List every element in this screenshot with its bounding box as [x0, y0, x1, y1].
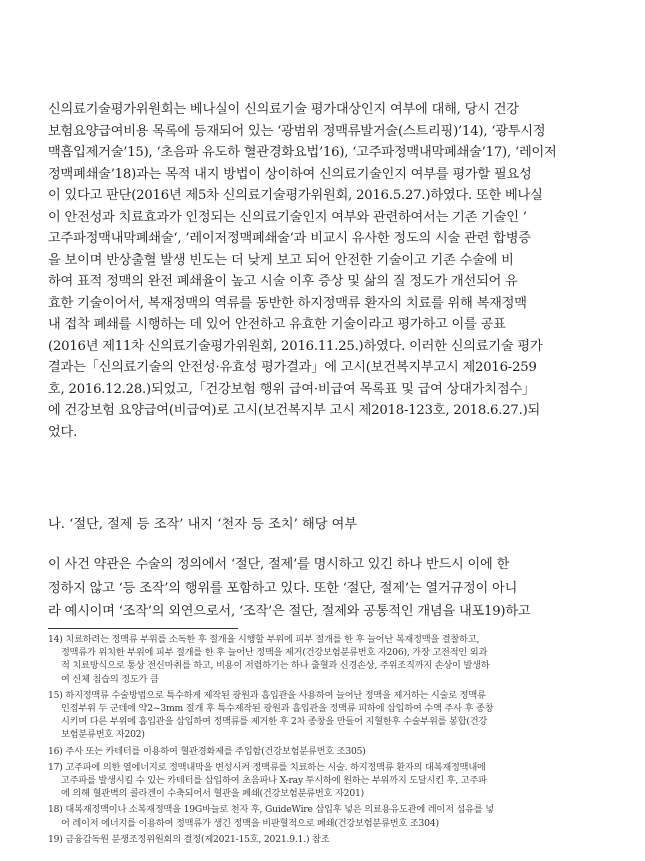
- footnote-line: 15) 하지정맥류 수술방법으로 특수하게 제작된 광원과 흡입관을 사용하여 늘어난 정맥을 제거하는 시술로 정맥류: [48, 689, 486, 701]
- footnote-line: 19) 금융감독원 분쟁조정위원회의 결정(제2021-15호, 2021.9.1.) 참조: [48, 833, 330, 845]
- footnote-line: 보험분류번호 자202): [61, 729, 145, 741]
- text-line: 맥흡입제거술’15), ‘초음파 유도하 혈관경화요법’16), ‘고주파정맥내막폐쇄술’17), ‘레이저: [48, 145, 557, 160]
- text-line: 고주파정맥내막폐쇄술‘, ’레이저정맥폐쇄술‘과 비교시 유사한 정도의 시술 관련 합병증: [48, 231, 531, 246]
- body-paragraph-2: [48, 553, 596, 624]
- footnote-line: 정맥류가 위치한 부위에 피부 절개를 한 후 늘어난 정맥을 제거(건강보험분류번호 자206), 가장 고전적인 외과: [61, 647, 488, 659]
- text-line: 이 안전성과 치료효과가 인정되는 신의료기술인지 여부와 관련하여서는 기존 기술인 ’: [48, 209, 527, 225]
- text-line: (2016년 제11차 신의료기술평가위원회, 2016.11.25.)하였다. 이러한 신의료기술 평가: [48, 338, 543, 354]
- body-paragraph-1: [48, 99, 596, 443]
- footnote-line: 적 치료방식으로 통상 전신마취를 하고, 비용이 저렴하기는 하나 출혈과 신경손상, 주위조직까지 손상이 발생하: [61, 660, 490, 672]
- text-line: 정하지 않고 ‘등 조작’의 행위를 포함하고 있다. 또한 ‘절단, 절제’는 열거규정이 아니: [48, 580, 518, 596]
- footnote-17: [48, 761, 600, 801]
- footnote-16: [48, 745, 600, 758]
- footnote-18: [48, 803, 600, 829]
- footnotes: [48, 633, 600, 849]
- text-line: 효한 기술이어서, 복재정맥의 역류를 동반한 하지정맥류 환자의 치료를 위해 복재정맥: [48, 295, 527, 311]
- footnote-14: [48, 633, 600, 686]
- text-line: 보험요양급여비용 목록에 등재되어 있는 ‘광범위 정맥류발거술(스트리핑)’14), ‘광투시정: [48, 123, 546, 139]
- text-line: 었다.: [48, 424, 78, 440]
- footnote-19: [48, 833, 600, 846]
- text-line: 에 건강보험 요양급여(비급여)로 고시(보건복지부 고시 제2018-123호, 2018.6.27.)되: [48, 403, 541, 418]
- footnote-line: 18) 대복재정맥이나 소복재정맥을 19G바늘로 천자 후, GuideWire 삽입후 넣은 의료용유도관에 레이저 섬유를 넣: [48, 804, 494, 816]
- footnote-15: [48, 689, 600, 742]
- footnote-line: 여 신체 침습의 정도가 큼: [61, 673, 159, 685]
- footnote-line: 16) 주사 또는 카테터를 이용하여 혈관경화제를 주입함(건강보험분류번호 조305): [48, 745, 366, 757]
- text-line: 내 접착 폐쇄를 시행하는 데 있어 안전하고 유효한 기술이라고 평가하고 이를 공표: [48, 317, 506, 332]
- footnote-divider: [48, 628, 238, 629]
- footnote-line: 인접부위 두 군데에 약2~3mm 절개 후 특수제작된 광원과 흡입관을 정맥류 피하에 삽입하여 수액 주사 후 종창: [61, 703, 494, 715]
- text-line: 호, 2016.12.28.)되었고,「건강보험 행위 급여·비급여 목록표 및 급여 상대가치점수」: [48, 381, 535, 397]
- text-line: 이 사건 약관은 수술의 정의에서 ‘절단, 절제’를 명시하고 있긴 하나 반드시 이에 한: [48, 557, 510, 572]
- text-line: 라 예시이며 ‘조작’의 외연으로서, ‘조작’은 절단, 절제와 공통적인 개념을 내포19)하고: [48, 604, 531, 619]
- footnote-line: 어 레이저 에너지를 이용하여 정맥류가 생긴 정맥을 비판혈적으로 폐쇄(건강보험분류번호 조304): [61, 817, 439, 829]
- footnote-line: 에 의해 혈관벽의 콜라겐이 수축되어서 혈관을 폐쇄(건강보험분류번호 자201): [61, 788, 365, 800]
- text-line: 하여 표적 정맥의 완전 폐쇄율이 높고 시술 이후 증상 및 삶의 질 정도가 개선되어 유: [48, 274, 518, 289]
- text-line: 신의료기술평가위원회는 베나실이 신의료기술 평가대상인지 여부에 대해, 당시 건강: [48, 102, 519, 117]
- footnote-line: 14) 치료하려는 정맥류 부위를 소독한 후 절개을 시행할 부위에 피부 절개를 한 후 늘어난 복재정맥을 결찰하고,: [48, 634, 480, 645]
- section-heading: 나. ‘절단, 절제 등 조작’ 내지 ‘천자 등 조치’ 해당 여부: [48, 517, 358, 532]
- text-line: 정맥폐쇄술’18)과는 목적 내지 방법이 상이하여 신의료기술인지 여부를 평가할 필요성: [48, 166, 532, 182]
- footnote-line: 시키며 다른 부위에 흡입관을 삽입하여 정맥류를 제거한 후 2차 종창을 만들어 지혈한후 수술부위를 봉합(건강: [61, 716, 488, 728]
- text-line: 이 있다고 판단(2016년 제5차 신의료기술평가위원회, 2016.5.27.)하였다. 또한 베나실: [48, 188, 543, 203]
- text-line: 결과는「신의료기술의 안전성·유효성 평가결과」에 고시(보건복지부고시 제2016-259: [48, 360, 537, 375]
- footnote-line: 17) 고주파에 의한 열에너지로 정맥내막을 변성시켜 정맥류를 치료하는 시술. 하지정맥류 환자의 대복재정맥내에: [48, 761, 486, 773]
- text-line: 을 보이며 반상출혈 발생 빈도는 더 낮게 보고 되어 안전한 기술이고 기존 수술에 비: [48, 252, 514, 268]
- footnote-line: 고주파를 발생시킬 수 있는 카테터를 삽입하여 초음파나 X-ray 투시하에 원하는 부위까지 도달시킨 후, 고주파: [61, 775, 487, 787]
